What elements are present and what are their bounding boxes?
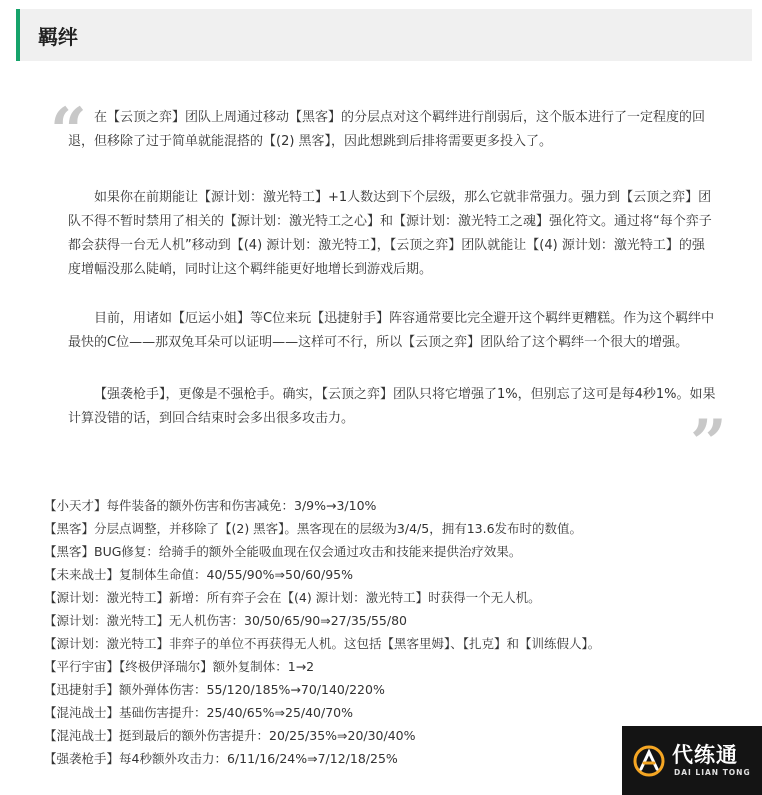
change-item: 【小天才】每件装备的额外伤害和伤害减免：3/9%→3/10%: [44, 498, 377, 513]
quote-paragraph: 目前，用诸如【厄运小姐】等C位来玩【迅捷射手】阵容通常要比完全避开这个羁绊更糟糕。作为这个羁绊中最快的C位——那双兔耳朵可以证明——这样可不行，所以【云顶之弈】团队给了这个羁绊一个很大的增强。: [68, 311, 715, 350]
logo-icon: [632, 744, 666, 778]
quote-paragraph: 【强袭枪手】，更像是不强枪手。确实，【云顶之弈】团队只将它增强了1%，但别忘了这可是每4秒1%。如果计算没错的话，到回合结束时会多出很多攻击力。: [68, 387, 716, 426]
change-item: 【未来战士】复制体生命值：40/55/90%⇒50/60/95%: [44, 567, 354, 582]
section-header: [16, 9, 752, 61]
watermark-pinyin: DAI LIAN TONG: [674, 768, 751, 777]
section-title: 羁绊: [38, 25, 78, 49]
quote-block: [50, 94, 727, 481]
change-list: [44, 494, 624, 770]
close-quote-icon: ”: [690, 406, 727, 481]
open-quote-icon: “: [50, 94, 87, 169]
change-item: 【源计划：激光特工】新增：所有弈子会在【(4) 源计划：激光特工】时获得一个无人机。: [44, 590, 541, 605]
change-item: 【平行宇宙】【终极伊泽瑞尔】额外复制体：1→2: [44, 659, 315, 674]
quote-paragraph: 如果你在前期能让【源计划：激光特工】+1人数达到下个层级，那么它就非常强力。强力到【云顶之弈】团队不得不暂时禁用了相关的【源计划：激光特工之心】和【源计划：激光特工之魂】强化符文。通过将“每个弈子都会获得一台无人机”移动到【(4) 源计划：激光特工】，【云顶之弈】团队就能让【(4) 源计划：激光特工】的强度增幅没那么陡峭，同时让这个羁绊能更好地增长到游戏后期。: [68, 190, 712, 277]
change-item: 【源计划：激光特工】无人机伤害：30/50/65/90⇒27/35/55/80: [44, 613, 407, 628]
change-item: 【强袭枪手】每4秒额外攻击力：6/11/16/24%⇒7/12/18/25%: [44, 751, 398, 766]
change-item: 【混沌战士】挺到最后的额外伤害提升：20/25/35%⇒20/30/40%: [44, 728, 416, 743]
watermark-name: 代练通: [672, 743, 738, 767]
watermark: [622, 726, 762, 795]
quote-paragraph: 在【云顶之弈】团队上周通过移动【黑客】的分层点对这个羁绊进行削弱后，这个版本进行了一定程度的回退，但移除了过于简单就能混搭的【(2) 黑客】，因此想跳到后排将需要更多投入了。: [68, 110, 706, 149]
change-item: 【黑客】BUG修复：给骑手的额外全能吸血现在仅会通过攻击和技能来提供治疗效果。: [44, 544, 522, 559]
change-item: 【黑客】分层点调整，并移除了【(2) 黑客】。黑客现在的层级为3/4/5，拥有13.6发布时的数值。: [44, 521, 583, 536]
change-item: 【迅捷射手】额外弹体伤害：55/120/185%→70/140/220%: [44, 682, 385, 697]
change-item: 【混沌战士】基础伤害提升：25/40/65%⇒25/40/70%: [44, 705, 354, 720]
change-item: 【源计划：激光特工】非弈子的单位不再获得无人机。这包括【黑客里姆】、【扎克】和【训练假人】。: [44, 636, 601, 651]
